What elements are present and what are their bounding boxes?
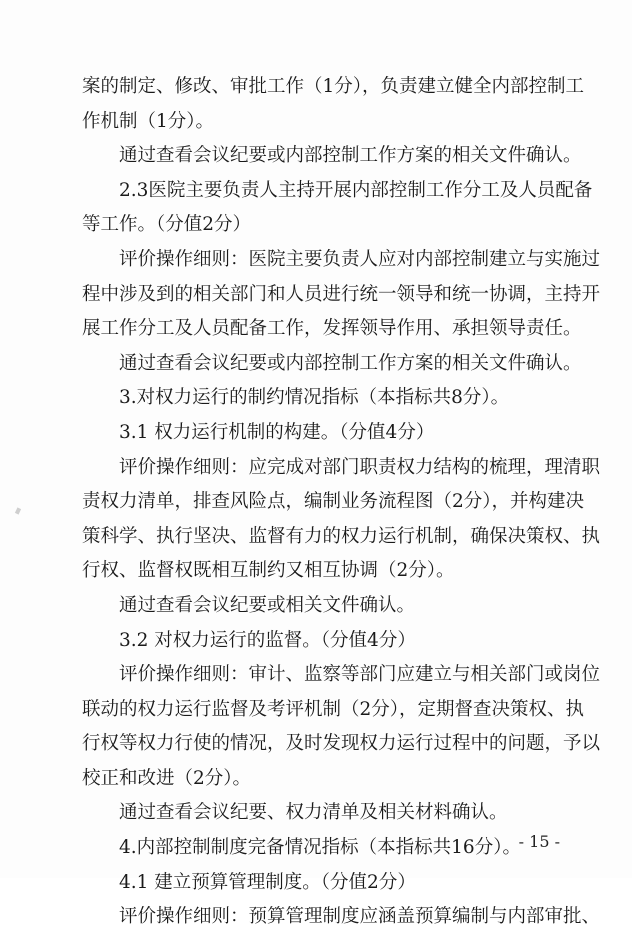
text-line: 3.2 对权力运行的监督。（分值4分） xyxy=(119,629,416,651)
text-line: 4.内部控制制度完备情况指标（本指标共16分）。 xyxy=(119,837,521,859)
text-line: 通过查看会议纪要、权力清单及相关材料确认。 xyxy=(119,802,508,824)
page-number: - 15 - xyxy=(518,832,560,851)
text-line: 联动的权力运行监督及考评机制（2分），定期督查决策权、执 xyxy=(82,698,585,720)
text-line: 作机制（1分）。 xyxy=(82,110,215,132)
text-line: 程中涉及到的相关部门和人员进行统一领导和统一协调，主持开 xyxy=(82,283,601,305)
text-line: 评价操作细则：预算管理制度应涵盖预算编制与内部审批、 xyxy=(119,906,601,928)
text-line: 评价操作细则：应完成对部门职责权力结构的梳理，理清职 xyxy=(119,456,601,478)
text-line: 通过查看会议纪要或内部控制工作方案的相关文件确认。 xyxy=(119,145,582,167)
scan-speck xyxy=(15,507,21,514)
text-line: 等工作。（分值2分） xyxy=(82,214,252,236)
text-line: 评价操作细则：医院主要负责人应对内部控制建立与实施过 xyxy=(119,248,601,270)
text-line: 策科学、执行坚决、监督有力的权力运行机制，确保决策权、执 xyxy=(82,525,601,547)
text-line: 展工作分工及人员配备工作，发挥领导作用、承担领导责任。 xyxy=(82,318,582,340)
text-line: 校正和改进（2分）。 xyxy=(82,767,252,789)
text-line: 3.对权力运行的制约情况指标（本指标共8分）。 xyxy=(119,387,510,409)
document-body xyxy=(82,70,601,935)
text-line: 4.1 建立预算管理制度。（分值2分） xyxy=(119,871,416,893)
text-line: 行权、监督权既相互制约又相互协调（2分）。 xyxy=(82,560,455,582)
text-line: 责权力清单，排查风险点，编制业务流程图（2分），并构建决 xyxy=(82,491,585,513)
text-line: 行权等权力行使的情况，及时发现权力运行过程中的问题，予以 xyxy=(82,733,601,755)
text-line: 通过查看会议纪要或相关文件确认。 xyxy=(119,594,416,616)
text-line: 2.3医院主要负责人主持开展内部控制工作分工及人员配备 xyxy=(119,179,593,201)
text-line: 评价操作细则：审计、监察等部门应建立与相关部门或岗位 xyxy=(119,664,601,686)
text-line: 案的制定、修改、审批工作（1分），负责建立健全内部控制工 xyxy=(82,76,585,97)
text-line: 3.1 权力运行机制的构建。（分值4分） xyxy=(119,421,435,443)
text-line: 通过查看会议纪要或内部控制工作方案的相关文件确认。 xyxy=(119,352,582,374)
